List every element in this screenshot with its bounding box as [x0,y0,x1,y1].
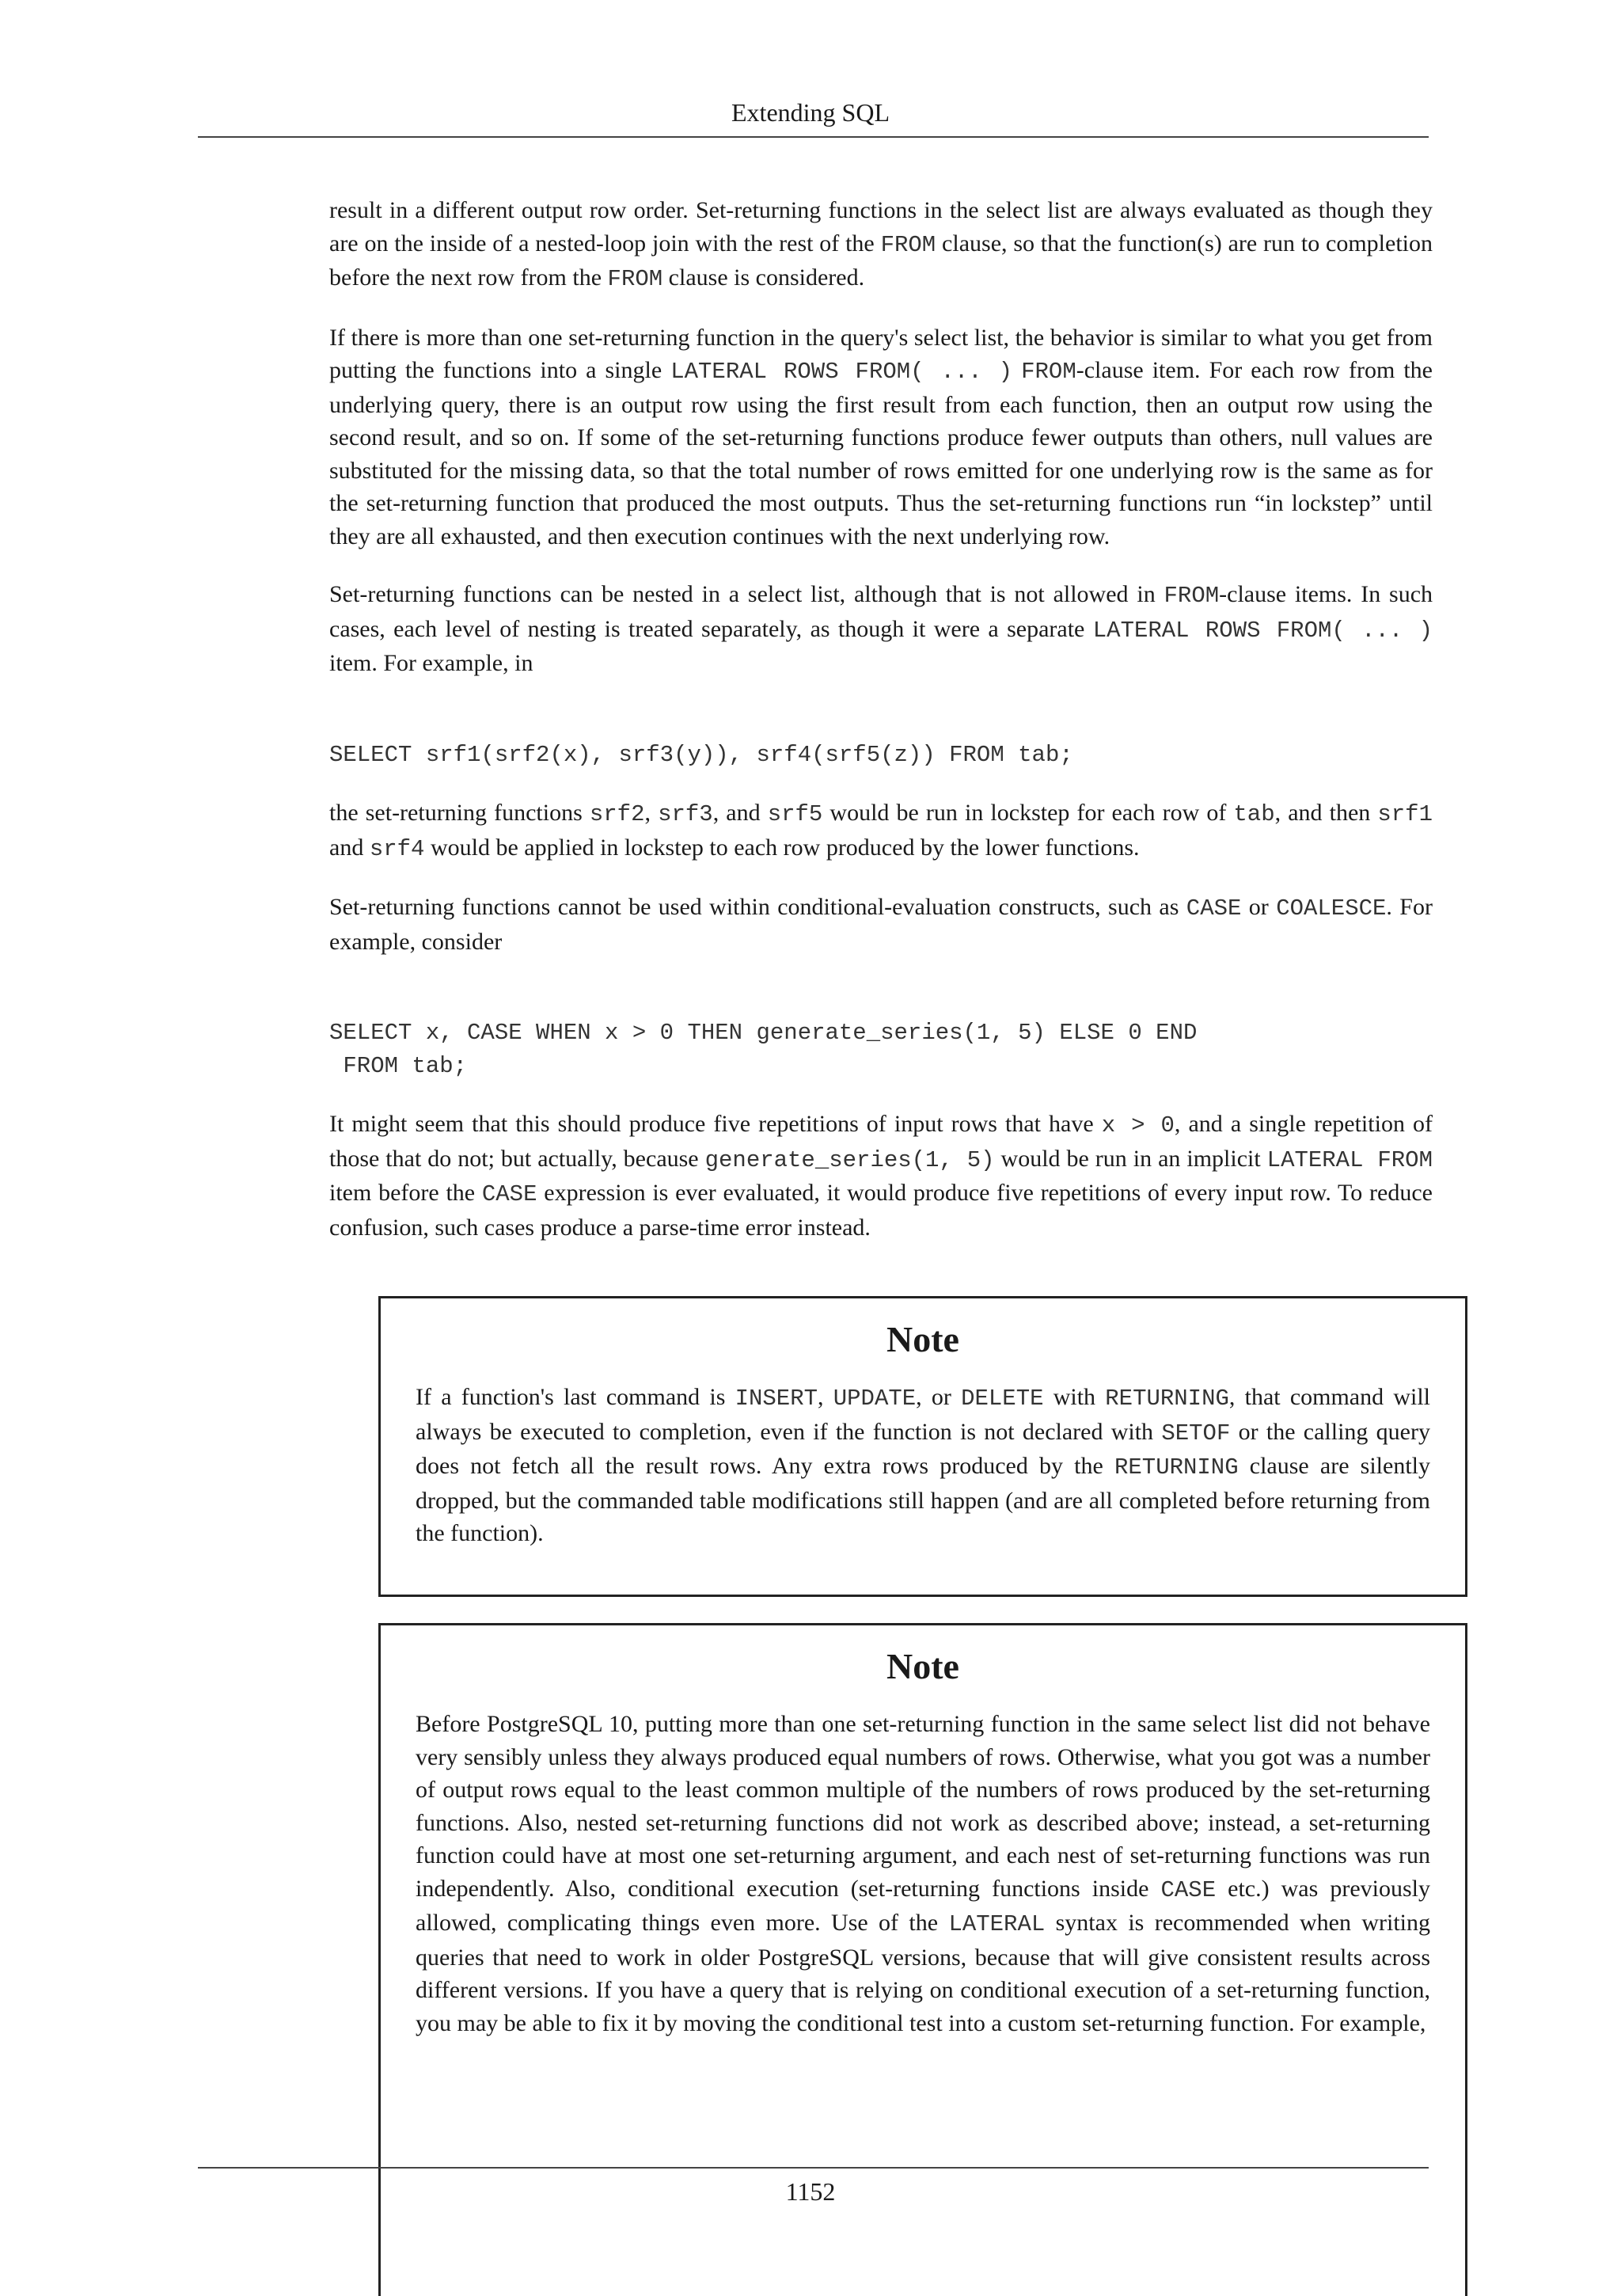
note-title: Note [886,1646,959,1686]
inline-code: FROM [1021,359,1076,385]
inline-code: LATERAL ROWS FROM( ... ) [670,359,1013,385]
inline-code: FROM [607,266,663,292]
inline-code: x > 0 [1101,1112,1175,1138]
inline-code: tab [1233,801,1275,827]
inline-code: generate_series(1, 5) [704,1146,995,1173]
note-text: If a function's last command is INSERT, UPDATE, or DELETE with RETURNING, that command will always be executed to completion, even if the function is not declared with SETOF or the calling query does not fetch all the result rows. Any extra rows produced by the RETURNING clause are silently dropped, but the commanded table modifications still happen (and are all completed before returning from the function). [416,1384,1430,1546]
inline-code: LATERAL ROWS FROM( ... ) [1092,617,1433,644]
inline-code: CASE [1186,895,1242,922]
inline-code: srf3 [658,801,713,827]
note-text: Before PostgreSQL 10, putting more than one set-returning function in the same select list did not behave very sensibly unless they always produced equal numbers of rows. Otherwise, what you got was a number of output rows equal to the least common multiple of the numbers of rows produced by the set-returning functions. Also, nested set-returning functions did not work as described above; instead, a set-returning function could have at most one set-returning argument, and each nest of set-returning functions was run independently. Also, conditional execution (set-returning functions inside CASE etc.) was previously allowed, complicating things even more. Use of the LATERAL syntax is recommended when writing queries that need to work in older PostgreSQL versions, because that will give consistent results across different versions. If you have a query that is relying on conditional execution of a set-returning function, you may be able to fix it by moving the conditional test into a custom set-returning function. For example, [416,1711,1430,2036]
code-example-case: SELECT x, CASE WHEN x > 0 THEN generate_series(1, 5) ELSE 0 END FROM tab; [329,1020,1198,1079]
inline-code: COALESCE [1276,895,1387,922]
paragraph-parse-error: It might seem that this should produce five repetitions of input rows that have x > 0, and a single repetition of those that do not; but actually, because generate_series(1, 5) would be run in an implicit LATERAL FROM item before the CASE expression is ever evaluated, it would produce five repetitions of every input row. To reduce confusion, such cases produce a parse-time error instead. [329,1111,1433,1241]
paragraph-lockstep: the set-returning functions srf2, srf3, and srf5 would be run in lockstep for each row of tab, and then srf1 and srf4 would be applied in lockstep to each row produced by the lower functions. [329,800,1433,862]
page-number: 1152 [785,2177,836,2206]
note-title: Note [886,1319,959,1359]
inline-code: FROM [1164,583,1220,609]
inline-code: LATERAL FROM [1266,1146,1433,1173]
inline-code: SETOF [1161,1420,1231,1446]
inline-code: srf1 [1377,801,1433,827]
inline-code: srf2 [589,801,645,827]
footer-rule [198,2167,1429,2169]
paragraph-srf-evaluation: result in a different output row order. Set-returning functions in the select list are always evaluated as though they are on the inside of a nested-loop join with the rest of the FROM clause, so that the function(s) are run to completion before the next row from the FROM clause is considered. [329,197,1433,292]
running-header: Extending SQL [731,98,890,127]
inline-code: LATERAL [948,1911,1046,1937]
inline-code: CASE [481,1181,537,1207]
note-box-returning [378,1296,1467,1597]
inline-code: srf4 [369,835,425,862]
inline-code: INSERT [735,1386,818,1412]
body-text [329,194,1433,1269]
inline-code: UPDATE [833,1386,917,1412]
header-rule [198,136,1429,138]
code-example-nested: SELECT srf1(srf2(x), srf3(y)), srf4(srf5(z)) FROM tab; [329,741,1073,768]
paragraph-nested-srf: Set-returning functions can be nested in a select list, although that is not allowed in FROM-clause items. In such cases, each level of nesting is treated separately, as though it were a separate LATERAL ROWS FROM( ... ) item. For example, in [329,581,1433,676]
paragraph-conditional: Set-returning functions cannot be used within conditional-evaluation constructs, such as CASE or COALESCE. For example, consider [329,894,1433,955]
inline-code: FROM [880,231,936,258]
inline-code: DELETE [961,1386,1044,1412]
paragraph-multiple-srf: If there is more than one set-returning function in the query's select list, the behavior is similar to what you get from putting the functions into a single LATERAL ROWS FROM( ... ) FROM-clause item. For each row from the underlying query, there is an output row using the first result from each function, then an output row using the second result, and so on. If some of the set-returning functions produce fewer outputs than others, null values are substituted for the missing data, so that the total number of rows emitted for one underlying row is the same as for the set-returning function that produced the most outputs. Thus the set-returning functions run “in lockstep” until they are all exhausted, and then execution continues with the next underlying row. [329,324,1433,549]
inline-code: RETURNING [1105,1386,1229,1412]
inline-code: RETURNING [1114,1454,1239,1481]
inline-code: srf5 [767,801,823,827]
inline-code: CASE [1160,1876,1217,1903]
